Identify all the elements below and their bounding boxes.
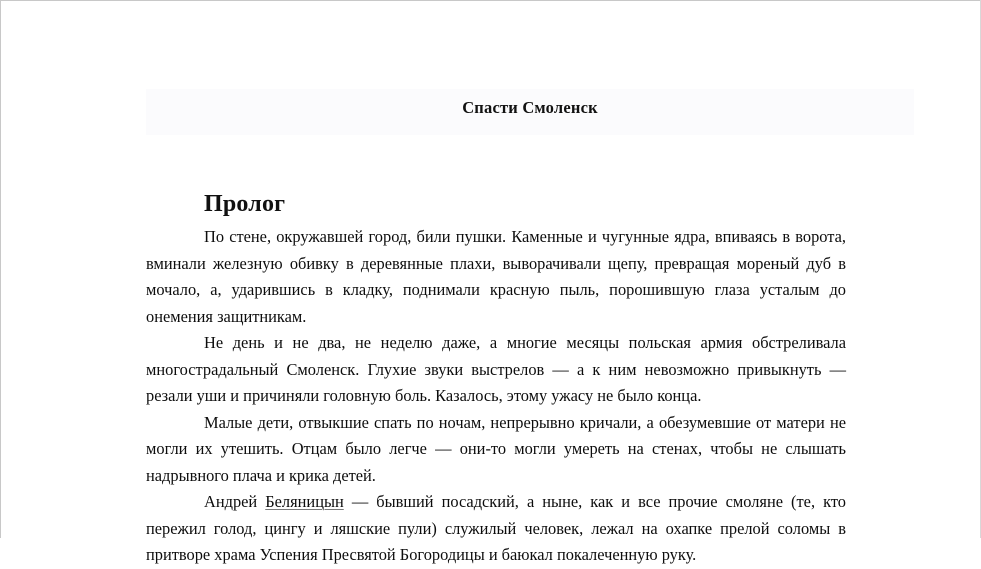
page-body — [1, 1, 979, 564]
paragraph-2: Не день и не два, не неделю даже, а многие месяцы польская армия обстреливала многострадальный Смоленск. Глухие звуки выстрелов — а к ним невозможно привыкнуть — резали уши и причиняли головную боль. Казалось, этому ужасу не было конца. — [146, 333, 846, 405]
chapter-heading: Пролог — [204, 191, 286, 217]
document-title: Спасти Смоленск — [462, 98, 598, 117]
paragraph-4-text: Андрей Беляницын — бывший посадский, а ныне, как и все прочие смоляне (те, кто пережил голод, цингу и ляшские пули) служилый человек, лежал на охапке прелой соломы в притворе храма Успения Пресвятой Богородицы и баюкал покалеченную руку. — [146, 492, 846, 564]
document-text-body — [146, 191, 846, 569]
paragraph-1: По стене, окружавшей город, били пушки. Каменные и чугунные ядра, впиваясь в ворота, вминали железную обивку в деревянные плахи, выворачивали щепу, превращая мореный дуб в мочало, а, ударившись в кладку, поднимали красную пыль, порошившую глаза усталым до онемения защитникам. — [146, 227, 846, 326]
paragraph-4 — [146, 489, 846, 569]
paragraph-3: Малые дети, отвыкшие спать по ночам, непрерывно кричали, а обезумевшие от матери не могли их утешить. Отцам было легче — они-то могли умереть на стенах, чтобы не слышать надрывного плача и крика детей. — [146, 412, 846, 485]
spellcheck-underlined-word: Беляницын — [265, 492, 344, 511]
